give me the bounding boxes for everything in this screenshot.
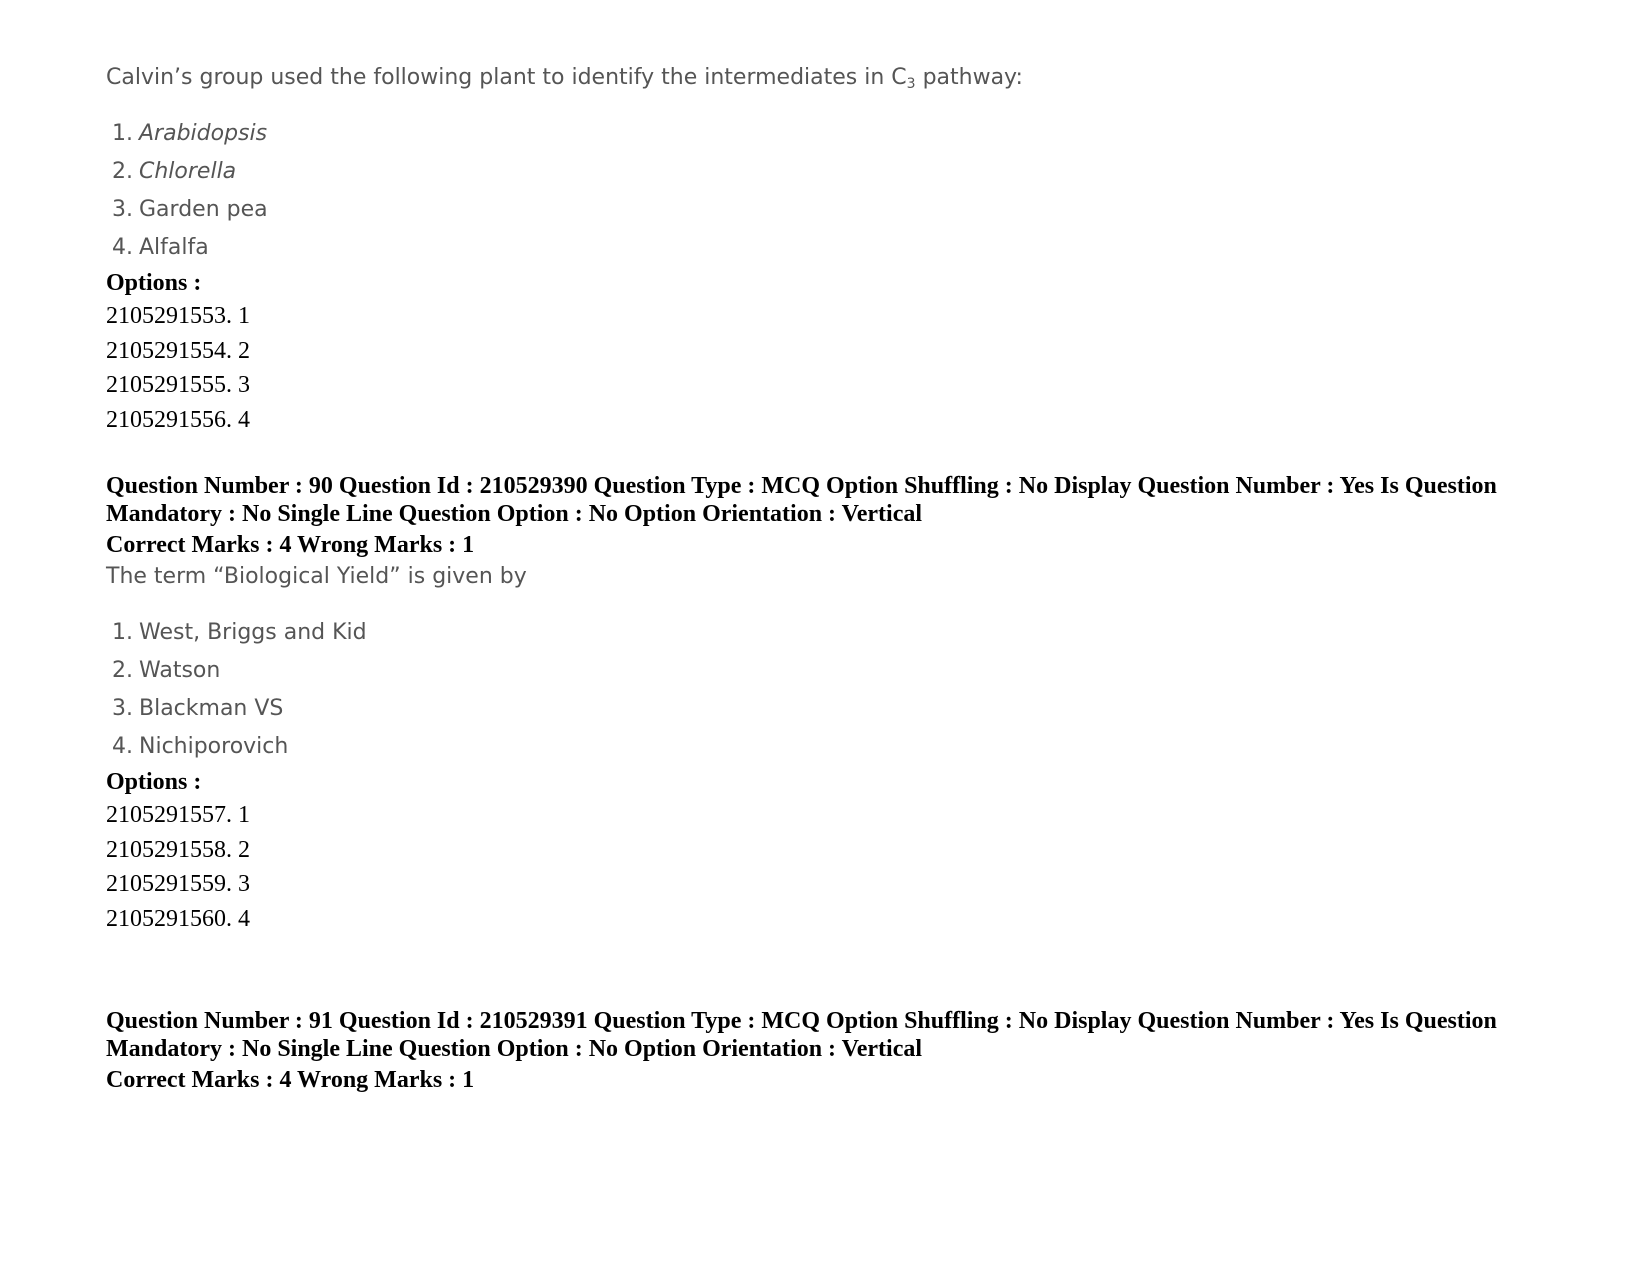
- question-89-stem: Calvin’s group used the following plant to identify the intermediates in $C_3$ pathway:: [106, 65, 1023, 92]
- question-90-options: [106, 798, 1586, 936]
- question-90-marks: Correct Marks : 4 Wrong Marks : 1: [106, 532, 475, 558]
- choice-item: 2. Chlorella: [112, 159, 237, 184]
- option-id: 2105291557. 1: [106, 802, 250, 828]
- option-id: 2105291553. 1: [106, 303, 250, 329]
- option-id: 2105291559. 3: [106, 871, 250, 897]
- question-91-marks: Correct Marks : 4 Wrong Marks : 1: [106, 1067, 475, 1093]
- choice-item: 1. Arabidopsis: [112, 121, 268, 146]
- choice-item: 4. Alfalfa: [112, 235, 209, 260]
- option-id: 2105291554. 2: [106, 337, 250, 364]
- subscript-3: 3: [906, 76, 916, 92]
- question-89-options: [106, 299, 1023, 437]
- options-heading: Options :: [106, 769, 202, 795]
- question-90-choices: [106, 614, 1586, 766]
- question-91-meta: Question Number : 91 Question Id : 210529391 Question Type : MCQ Option Shuffling : No Display Question Number : Yes Is Question Mandatory : No Single Line Question Option : No Option Orientation : Vertical: [106, 1008, 1497, 1062]
- option-id: 2105291556. 4: [106, 406, 250, 433]
- choice-item: 3. Blackman VS: [112, 696, 284, 721]
- options-heading: Options :: [106, 270, 202, 296]
- choice-item: 2. Watson: [112, 658, 221, 683]
- question-90-stem: The term “Biological Yield” is given by: [106, 564, 527, 589]
- question-89-block: [106, 63, 1023, 437]
- choice-item: 3. Garden pea: [112, 197, 268, 222]
- question-89-choices: [106, 115, 1023, 267]
- question-91-block: [106, 1007, 1586, 1097]
- choice-item: 1. West, Briggs and Kid: [112, 620, 367, 645]
- question-90-meta: Question Number : 90 Question Id : 210529390 Question Type : MCQ Option Shuffling : No Display Question Number : Yes Is Question Mandatory : No Single Line Question Option : No Option Orientation : Vertical: [106, 473, 1497, 527]
- question-90-block: [106, 472, 1586, 936]
- option-id: 2105291555. 3: [106, 372, 250, 398]
- choice-item: 4. Nichiporovich: [112, 734, 289, 759]
- option-id: 2105291558. 2: [106, 836, 250, 863]
- option-id: 2105291560. 4: [106, 905, 250, 932]
